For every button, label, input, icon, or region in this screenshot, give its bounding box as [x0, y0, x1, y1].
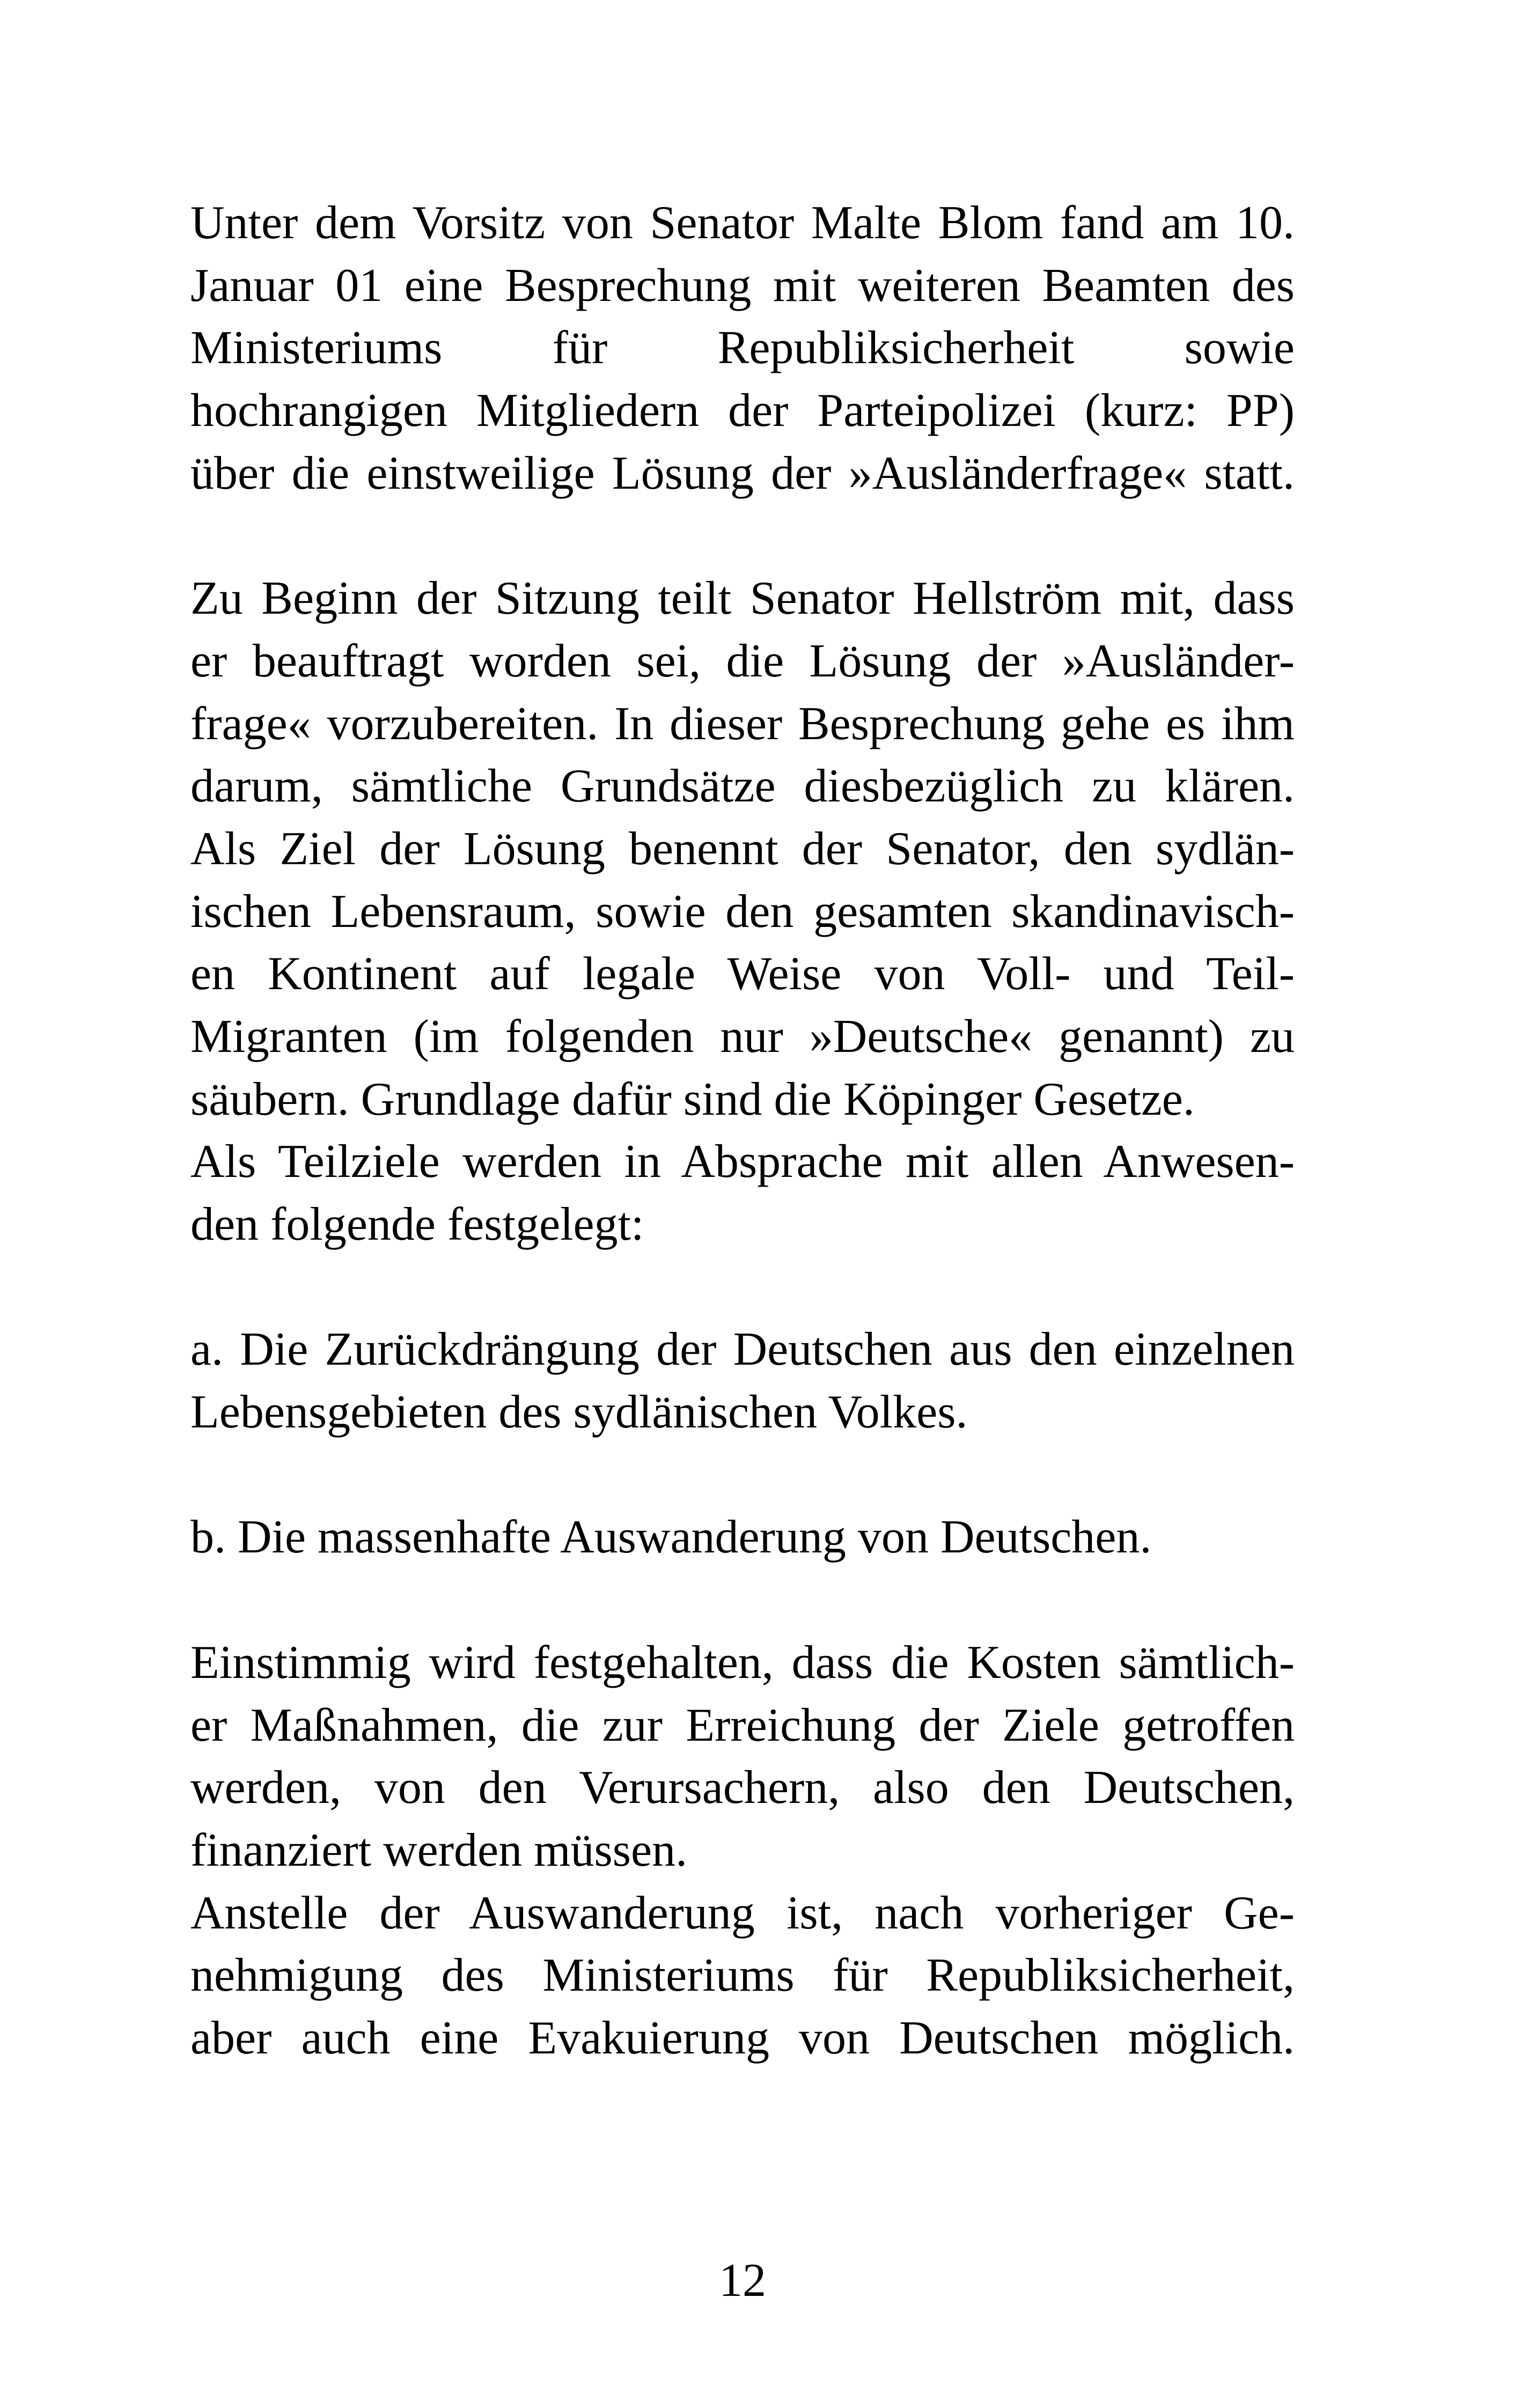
blank-line — [190, 1444, 1295, 1507]
text-line: Zu Beginn der Sitzung teilt Senator Hellström mit, dass — [190, 572, 1295, 625]
text-line: nehmigung des Ministeriums für Republiksicherheit, — [190, 1949, 1295, 2002]
text-line: säubern. Grundlage dafür sind die Köpinger Gesetze. — [190, 1073, 1195, 1125]
text-line: er Maßnahmen, die zur Erreichung der Ziele getroffen — [190, 1699, 1295, 1751]
page-number: 12 — [719, 2255, 766, 2307]
text-line: Anstelle der Auswanderung ist, nach vorheriger Ge- — [190, 1887, 1295, 1939]
text-line: frage« vorzubereiten. In dieser Besprechung gehe es ihm — [190, 697, 1295, 750]
text-line: b. Die massenhafte Auswanderung von Deutschen. — [190, 1511, 1152, 1564]
text-line: Als Teilziele werden in Absprache mit allen Anwesen- — [190, 1136, 1295, 1188]
text-line: Als Ziel der Lösung benennt der Senator, den sydlän- — [190, 822, 1295, 875]
text-line: den folgende festgelegt: — [190, 1198, 644, 1250]
blank-line — [190, 505, 1295, 568]
text-line: er beauftragt worden sei, die Lösung der »Ausländer- — [190, 635, 1295, 687]
text-line: hochrangigen Mitgliedern der Parteipolizei (kurz: PP) — [190, 385, 1295, 437]
text-line: Unter dem Vorsitz von Senator Malte Blom fand am 10. — [190, 197, 1295, 249]
text-line: en Kontinent auf legale Weise von Voll- und Teil- — [190, 948, 1295, 1000]
blank-line — [190, 1569, 1295, 1632]
text-line: über die einstweilige Lösung der »Ausländerfrage« statt. — [190, 447, 1295, 499]
blank-line — [190, 1256, 1295, 1319]
text-line: aber auch eine Evakuierung von Deutschen möglich. — [190, 2012, 1295, 2064]
text-line: Lebensgebieten des sydlänischen Volkes. — [190, 1386, 968, 1439]
text-line: Migranten (im folgenden nur »Deutsche« genannt) zu — [190, 1010, 1295, 1063]
text-line: darum, sämtliche Grundsätze diesbezüglich zu klären. — [190, 760, 1295, 813]
text-line: a. Die Zurückdrängung der Deutschen aus den einzelnen — [190, 1323, 1295, 1376]
text-line: Ministeriums für Republiksicherheit sowie — [190, 322, 1295, 374]
text-line: finanziert werden müssen. — [190, 1824, 688, 1876]
body-text — [190, 192, 1295, 2070]
text-line: ischen Lebensraum, sowie den gesamten skandinavisch- — [190, 885, 1295, 938]
text-line: Januar 01 eine Besprechung mit weiteren Beamten des — [190, 259, 1295, 312]
text-line: werden, von den Verursachern, also den Deutschen, — [190, 1762, 1295, 1814]
text-line: Einstimmig wird festgehalten, dass die Kosten sämtlich- — [190, 1636, 1295, 1689]
